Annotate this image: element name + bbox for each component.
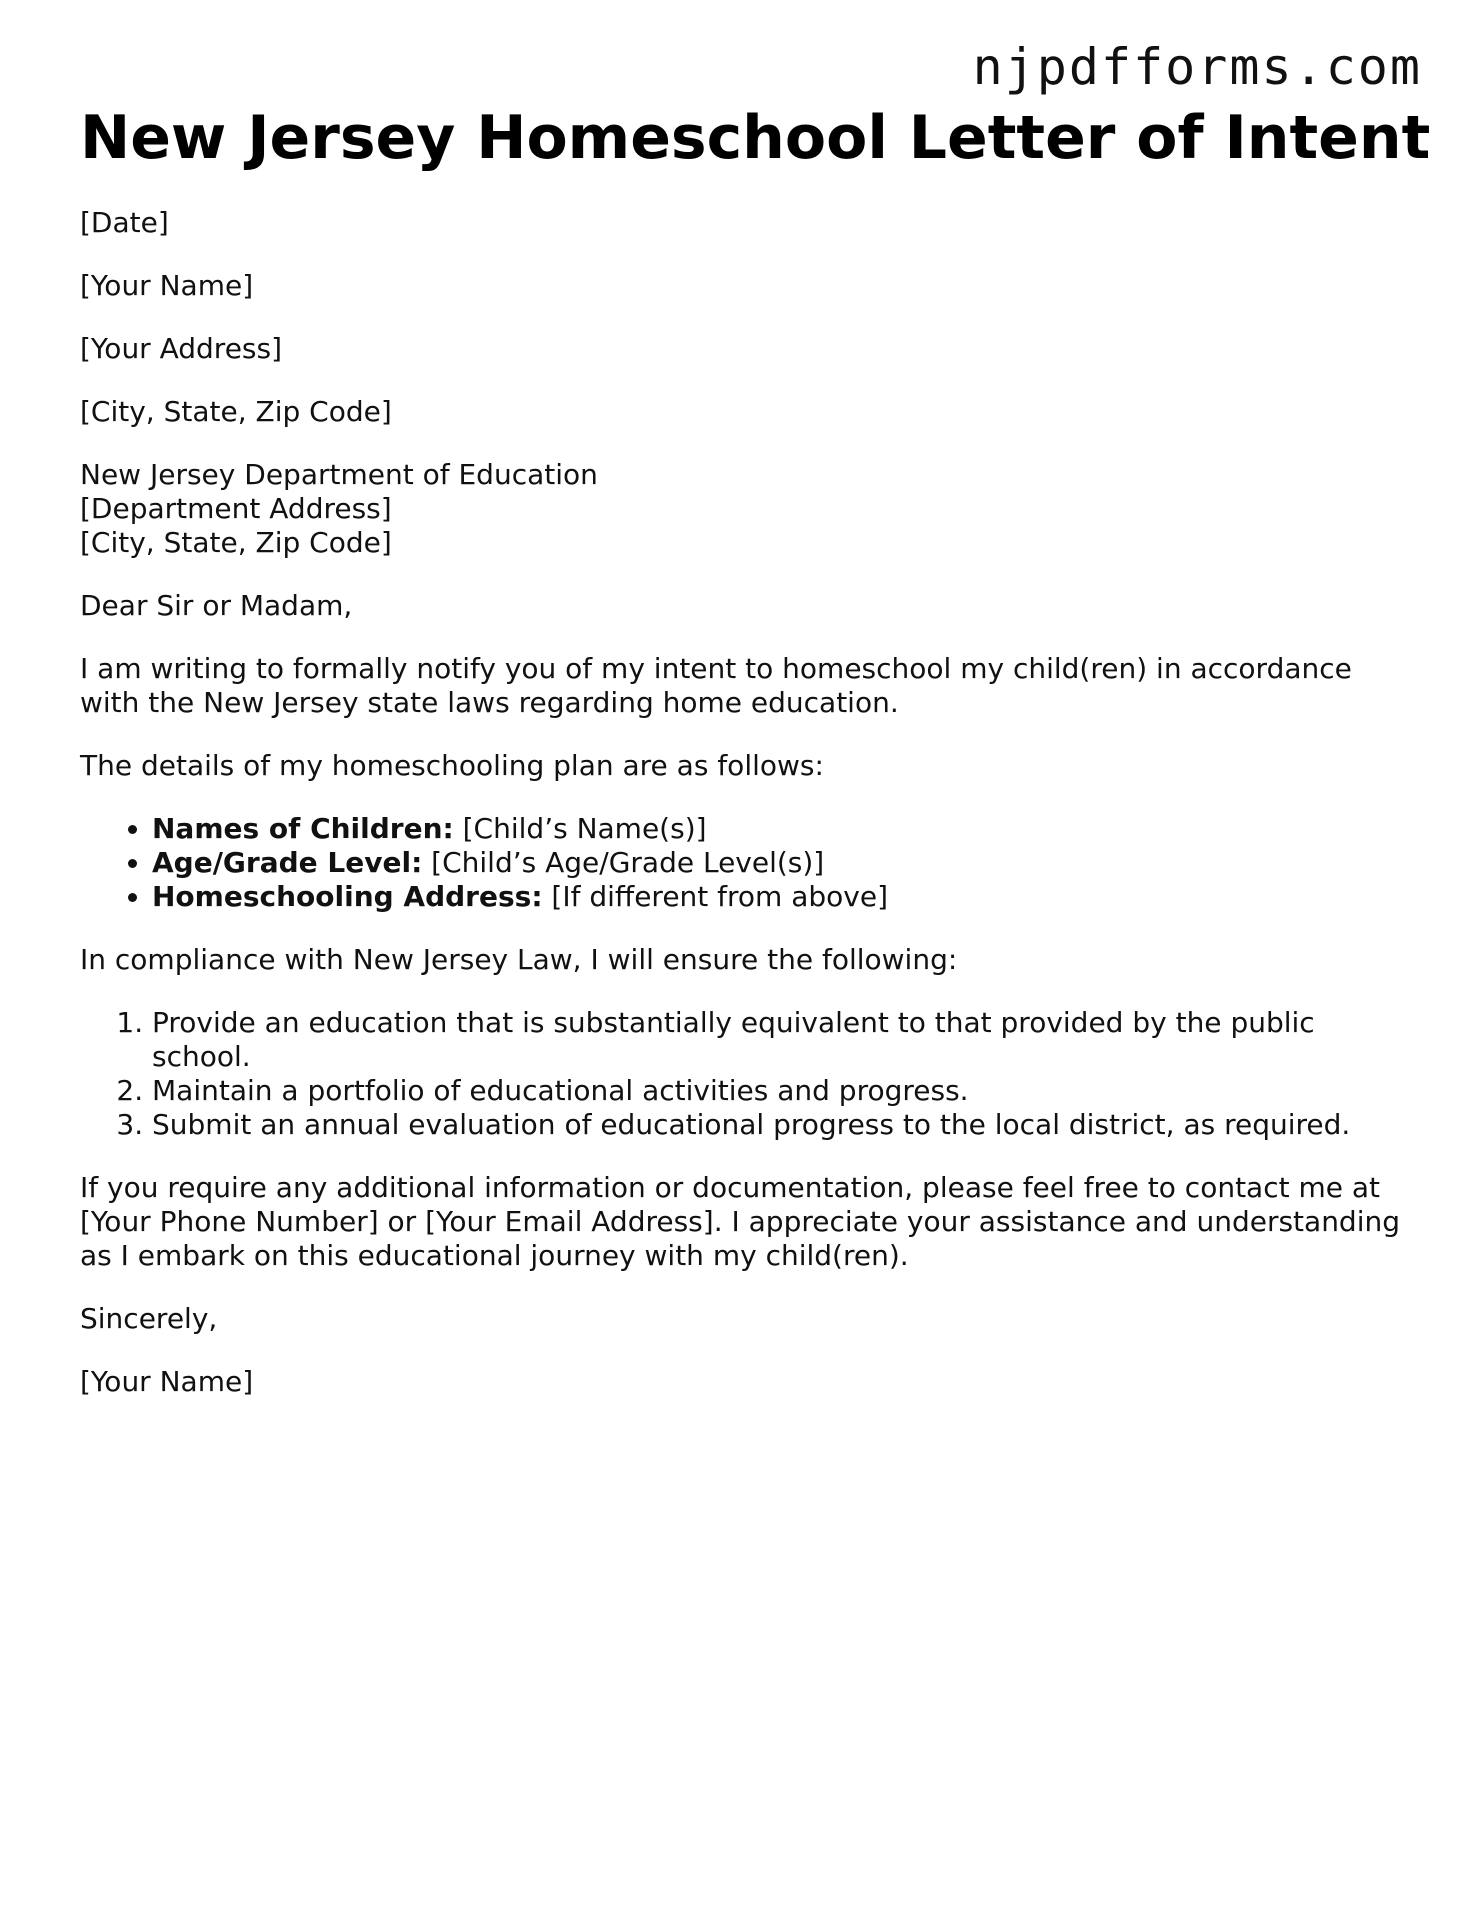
page-title: New Jersey Homeschool Letter of Intent <box>80 103 1431 173</box>
intro-paragraph: I am writing to formally notify you of my intent to homeschool my child(ren) in accordance with the New Jersey state laws regarding home education. <box>80 652 1352 719</box>
signoff: Sincerely, <box>80 1302 218 1335</box>
compliance-list <box>80 1006 1410 1142</box>
closing-paragraph: If you require any additional information or documentation, please feel free to contact me at [Your Phone Number] or [Your Email Address]. I appreciate your assistance and understanding as I embark on this educational journey with my child(ren). <box>80 1171 1401 1272</box>
signature-name: [Your Name] <box>80 1365 254 1398</box>
recipient-address: [Department Address] <box>80 492 392 525</box>
detail-label: Names of Children: <box>152 812 454 845</box>
list-item <box>152 812 1410 846</box>
detail-value: [If different from above] <box>542 880 889 913</box>
site-name: njpdfforms.com <box>972 38 1422 96</box>
detail-value: [Child’s Name(s)] <box>453 812 707 845</box>
detail-value: [Child’s Age/Grade Level(s)] <box>422 846 825 879</box>
list-item: 3. Submit an annual evaluation of educational progress to the local district, as required. <box>152 1108 1410 1142</box>
list-item <box>152 880 1410 914</box>
list-item: 1. Provide an education that is substantially equivalent to that provided by the public school. <box>152 1006 1410 1074</box>
sender-name: [Your Name] <box>80 269 254 302</box>
list-item: 2. Maintain a portfolio of educational activities and progress. <box>152 1074 1410 1108</box>
details-intro: The details of my homeschooling plan are as follows: <box>80 749 824 782</box>
recipient-org: New Jersey Department of Education <box>80 458 598 491</box>
salutation: Dear Sir or Madam, <box>80 589 353 622</box>
list-item <box>152 846 1410 880</box>
sender-city: [City, State, Zip Code] <box>80 395 392 428</box>
details-list <box>80 812 1410 914</box>
compliance-intro: In compliance with New Jersey Law, I will ensure the following: <box>80 943 958 976</box>
letter-body <box>80 206 1410 1428</box>
detail-label: Homeschooling Address: <box>152 880 543 913</box>
detail-label: Age/Grade Level: <box>152 846 423 879</box>
letter-date: [Date] <box>80 206 169 239</box>
recipient-city: [City, State, Zip Code] <box>80 526 392 559</box>
recipient-block <box>80 458 1410 560</box>
sender-address: [Your Address] <box>80 332 283 365</box>
